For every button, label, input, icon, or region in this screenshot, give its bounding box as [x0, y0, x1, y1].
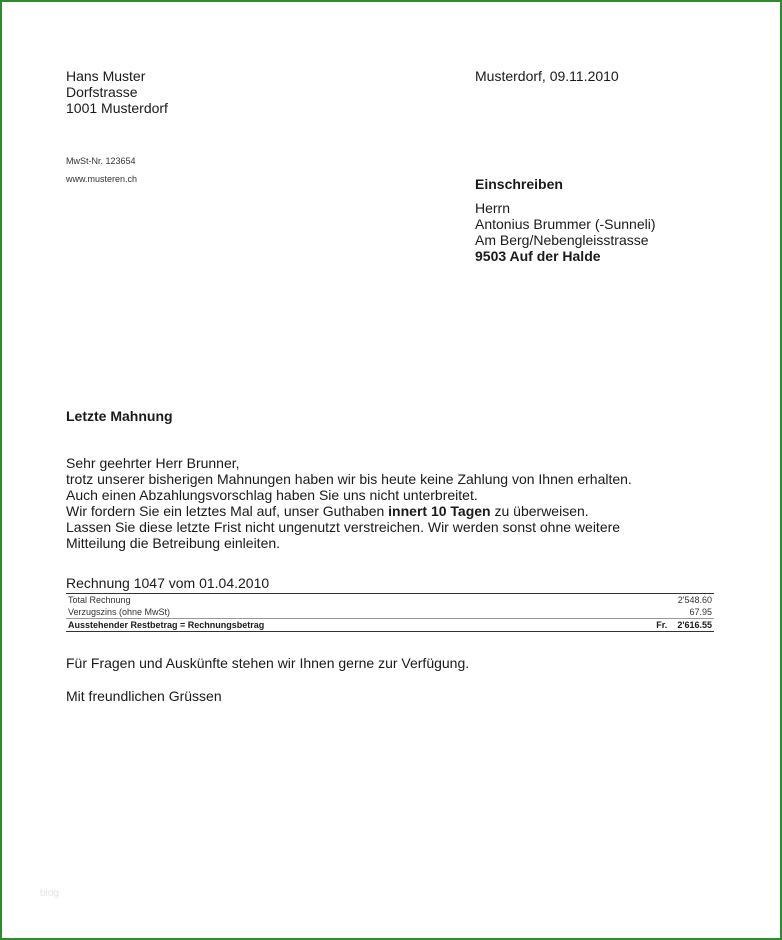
invoice-table [66, 593, 714, 632]
row-label: Total Rechnung [68, 595, 131, 605]
body-line: Lassen Sie diese letzte Frist nicht ungenutzt verstreichen. Wir werden sonst ohne weitere [66, 519, 621, 535]
letter-body [66, 455, 632, 551]
body-line [66, 503, 632, 519]
sender-website: www.musteren.ch [66, 174, 138, 184]
total-currency: Fr. [656, 620, 668, 630]
total-amount: 2'616.55 [677, 620, 712, 630]
watermark: blog [40, 888, 59, 899]
place-date: Musterdorf, 09.11.2010 [475, 68, 619, 84]
recipient-name: Antonius Brummer (-Sunneli) [475, 216, 656, 232]
table-row [66, 594, 714, 607]
recipient-address [475, 200, 656, 264]
body-greeting: Sehr geehrter Herr Brunner, [66, 455, 240, 471]
sender-name: Hans Muster [66, 68, 146, 84]
closing-text: Mit freundlichen Grüssen [66, 688, 222, 704]
sender-address [66, 68, 168, 116]
recipient-street: Am Berg/Nebengleisstrasse [475, 232, 649, 248]
invoice-title: Rechnung 1047 vom 01.04.2010 [66, 575, 270, 591]
deadline-text: innert 10 Tagen [388, 503, 491, 519]
body-line: trotz unserer bisherigen Mahnungen haben wir bis heute keine Zahlung von Ihnen erhalten. [66, 471, 632, 487]
row-label: Verzugszins (ohne MwSt) [68, 607, 171, 617]
total-amount-cell [565, 619, 714, 632]
row-amount: 67.95 [689, 607, 712, 617]
total-label: Ausstehender Restbetrag = Rechnungsbetrag [66, 619, 565, 632]
body-line: Auch einen Abzahlungsvorschlag haben Sie uns nicht unterbreitet. [66, 487, 478, 503]
sender-city: 1001 Musterdorf [66, 100, 168, 116]
delivery-method: Einschreiben [475, 176, 563, 192]
body-text: Wir fordern Sie ein letztes Mal auf, unser Guthaben [66, 503, 389, 519]
sender-street: Dorfstrasse [66, 84, 138, 100]
table-row [66, 606, 714, 619]
recipient-salutation: Herrn [475, 200, 511, 216]
row-amount: 2'548.60 [677, 595, 712, 605]
sender-vat: MwSt-Nr. 123654 [66, 156, 136, 166]
letter-subject: Letzte Mahnung [66, 408, 173, 424]
body-text: zu überweisen. [490, 503, 589, 519]
body-line: Mitteilung die Betreibung einleiten. [66, 535, 281, 551]
recipient-city: 9503 Auf der Halde [475, 248, 601, 264]
questions-text: Für Fragen und Auskünfte stehen wir Ihnen gerne zur Verfügung. [66, 655, 470, 671]
total-row [66, 619, 714, 632]
